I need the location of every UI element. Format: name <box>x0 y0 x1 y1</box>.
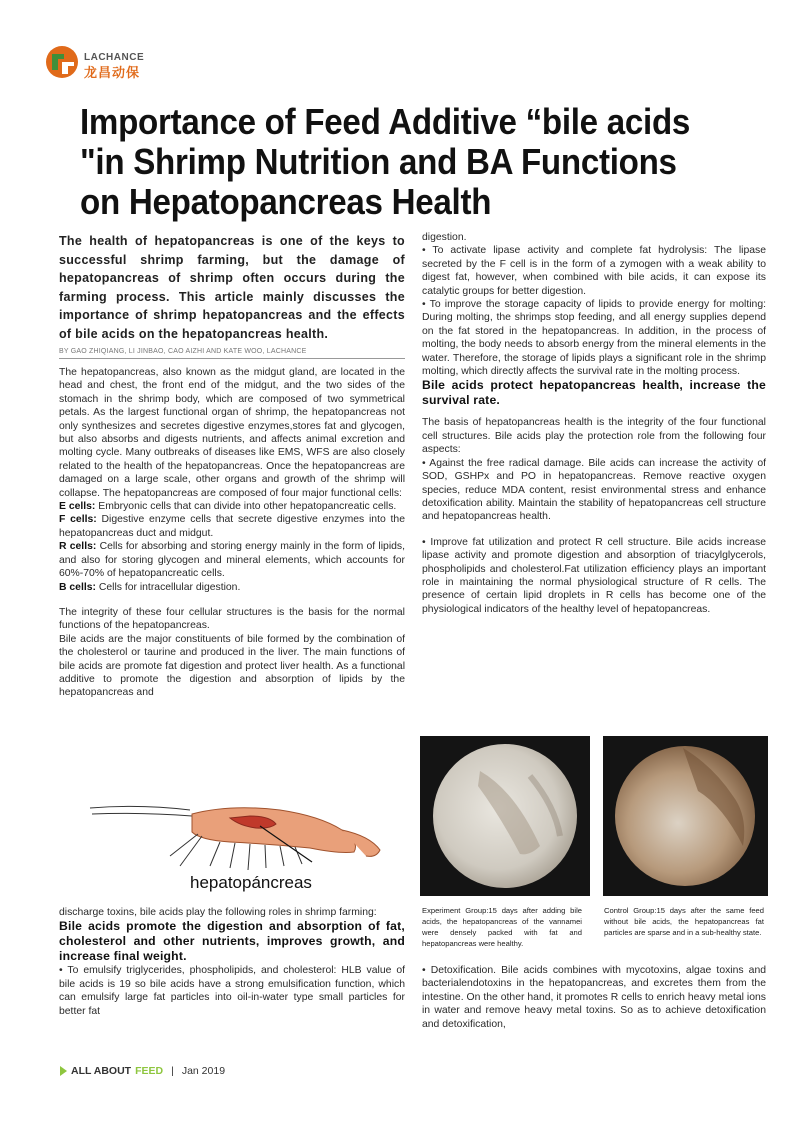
author-byline: BY GAO ZHIQIANG, LI JINBAO, CAO AIZHI AND KATE WOO, LACHANCE <box>59 348 307 355</box>
detoxification-paragraph: • Detoxification. Bile acids combines with mycotoxins, algae toxins and bacterialendotoxins in the hepatopancreas, and excretes them from the intestine. On the other hand, it promotes R cells to enrich heavy metal ions in water and remove heavy metal toxins. So as to achieve detoxification and detoxification, <box>422 965 766 1030</box>
roles-paragraph: discharge toxins, bile acids play the following roles in shrimp farming: <box>59 907 377 918</box>
fat-utilization-paragraph: • Improve fat utilization and protect R cell structure. Bile acids increase lipase activity and promote digestion and absorption of triacylglycerols, phospholipids and cholesterol.Fat utilization efficiency plays an important role in maintaining the normal physiological structure of R cells. The presence of certain lipid droplets in R cells has become one of the physiological indicators of the healthy level of hepatopancreas. <box>422 536 766 615</box>
footer-triangle-icon <box>60 1066 67 1076</box>
page-footer <box>60 1065 225 1077</box>
digestion-continued: digestion. <box>422 232 467 243</box>
section-heading-digestion: Bile acids promote the digestion and absorption of fat, cholesterol and other nutrients, improves growth, and increase final weight. <box>59 919 405 964</box>
lead-paragraph: The health of hepatopancreas is one of the keys to successful shrimp farming, but the damage of hepatopancreas of shrimp often occurs during the farming process. This article mainly discusses the importance of shrimp hepatopancreas and the effects of bile acids on the hepatopancreas health. <box>59 234 405 341</box>
free-radical-paragraph: • Against the free radical damage. Bile acids can increase the activity of SOD, GSHPx and PO in hepatopancreas. Remove reactive oxygen species, reduce MDA content, resist environmental stress and enhance detoxification ability. Maintain the stability of hepatopancreas cell structure and hepatopancreas health. <box>422 457 766 523</box>
cell-text: Cells for intracellular digestion. <box>95 581 241 593</box>
article-title: Importance of Feed Additive “bile acids "in Shrimp Nutrition and BA Functions on Hepatopancreas Health <box>80 101 691 222</box>
footer-magazine-prefix: ALL ABOUT <box>71 1065 132 1077</box>
right-body-top <box>422 231 766 616</box>
cell-text: Embryonic cells that can divide into other hepatopancreatic cells. <box>95 501 397 513</box>
left-body-top <box>59 366 405 700</box>
cell-item-b <box>59 581 405 594</box>
cell-label: B cells: <box>59 581 96 593</box>
basis-paragraph: The basis of hepatopancreas health is the integrity of the four functional cell structures. Bile acids play the protection role from the following four aspects: <box>422 417 766 456</box>
emulsify-paragraph: • To emulsify triglycerides, phospholipids, and cholesterol: HLB value of bile acids is 19 so bile acids have a strong emulsification function, which can emulsify large fat particles into oil-in-water type small particles for better fat <box>59 965 405 1017</box>
shrimp-drawing <box>90 806 380 870</box>
footer-magazine-feed: FEED <box>135 1065 164 1077</box>
cell-item-e <box>59 500 405 513</box>
lipase-paragraph: • To activate lipase activity and complete fat hydrolysis: The lipase secreted by the F cell is in the form of a zymogen with a weak ability to digest fat, however, when combined with bile acids, it can expose its catalytic groups for better digestion. <box>422 245 766 297</box>
lachance-logo <box>44 44 84 80</box>
experiment-caption: Experiment Group:15 days after adding bile acids, the hepatopancreas of the vannamei were densely packed with fat and hepatopancreas were healthy. <box>422 906 582 948</box>
cell-text: Cells for absorbing and storing energy mainly in the form of lipids, and also for storing glycogen and mineral elements, which accounts for 60%-70% of hepatopancreatic cells. <box>59 541 405 580</box>
footer-separator: | <box>171 1065 174 1077</box>
storage-paragraph: • To improve the storage capacity of lipids to provide energy for molting: During molting, the shrimps stop feeding, and all energy supplies depend on the fat stored in the hepatopancreas. In addition, in the process of molting, the body needs to absorb energy from the mineral elements in the water. Therefore, the storage of lipids plays a significant role in the shrimp molting, which directly affects the survival rate in the molting process. <box>422 299 766 378</box>
brand-name-cn: 龙昌动保 <box>84 66 141 81</box>
cell-item-r <box>59 540 405 580</box>
left-body-bottom <box>59 906 405 1018</box>
integrity-paragraph: The integrity of these four cellular structures is the basis for the normal functions of the hepatopancreas. <box>59 606 405 632</box>
control-caption: Control Group:15 days after the same feed without bile acids, the hepatopancreas fat particles are sparse and in a sub-healthy state. <box>604 906 764 937</box>
cell-text: Digestive enzyme cells that secrete digestive enzymes into the hepatopancreas duct and midgut. <box>59 514 405 539</box>
control-photo <box>603 736 768 896</box>
experiment-photo <box>420 736 590 896</box>
intro-paragraph: The hepatopancreas, also known as the midgut gland, are located in the head and chest, the front end of the midgut, and the two sides of the stomach in the shrimp body, which are composed of two symmetrical petals. As the largest functional organ of shrimp, the hepatopancreas not only synthesizes and secretes digestive enzymes,stores fat and glycogen, but also absorbs and digests nutrients, and affects animal excretion and molting cycle. Many outbreaks of diseases like EMS, WFS are also closely related to the health of the hepatopancreas. Once the hepatopancreas are damaged on a large scale, other organs and growth of the shrimp will collapse. The hepatopancreas are composed of four major functional cells: <box>59 367 405 499</box>
hepatopancreas-label: hepatopáncreas <box>190 873 312 892</box>
right-body-bottom <box>422 964 766 1031</box>
shrimp-illustration <box>80 796 400 906</box>
cell-label: R cells: <box>59 541 97 553</box>
byline-rule <box>59 358 405 359</box>
footer-date: Jan 2019 <box>181 1065 226 1077</box>
section-heading-health: Bile acids protect hepatopancreas health, increase the survival rate. <box>422 378 766 408</box>
cell-item-f <box>59 513 405 540</box>
brand-name-en: LACHANCE <box>84 52 145 63</box>
cell-label: E cells: <box>59 501 96 513</box>
bile-acids-paragraph: Bile acids are the major constituents of bile formed by the combination of the cholesterol or taurine and produced in the liver. The main functions of bile acids are promote fat digestion and protect liver health. As a functional additive to promote the digestion and absorption of lipids by the hepatopancreas and <box>59 633 405 699</box>
cell-label: F cells: <box>59 514 97 526</box>
